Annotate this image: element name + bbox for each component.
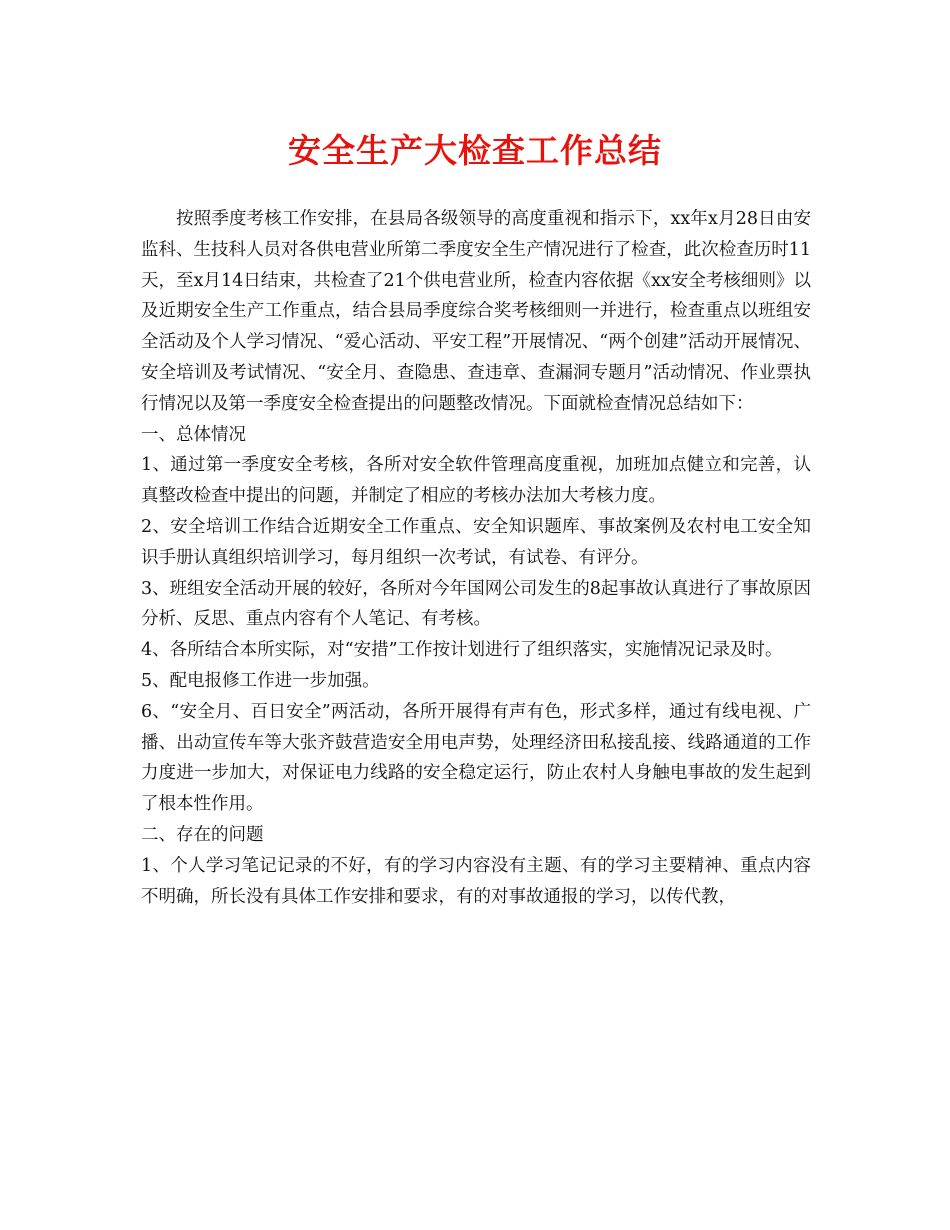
section-heading-problems: 二、存在的问题 bbox=[141, 824, 264, 845]
overall-item-1: 1、通过第一季度安全考核，各所对安全软件管理高度重视，加班加点健立和完善，认真整改检查中提出的问题，并制定了相应的考核办法加大考核力度。 bbox=[141, 455, 811, 507]
document-body bbox=[141, 204, 811, 912]
intro-paragraph: 按照季度考核工作安排，在县局各级领导的高度重视和指示下，xx年x月28日由安监科、生技科人员对各供电营业所第二季度安全生产情况进行了检查，此次检查历时11天，至x月14日结束，共检查了21个供电营业所，检查内容依据《xx安全考核细则》以及近期安全生产工作重点，结合县局季度综合奖考核细则一并进行，检查重点以班组安全活动及个人学习情况、“爱心活动、平安工程”开展情况、“两个创建”活动开展情况、安全培训及考试情况、“安全月、查隐患、查违章、查漏洞专题月”活动情况、作业票执行情况以及第一季度安全检查提出的问题整改情况。下面就检查情况总结如下： bbox=[141, 209, 811, 414]
section-heading-overall: 一、总体情况 bbox=[141, 424, 246, 445]
overall-item-5: 5、配电报修工作进一步加强。 bbox=[141, 670, 380, 691]
overall-item-6: 6、“安全月、百日安全”两活动，各所开展得有声有色，形式多样，通过有线电视、广播、出动宣传车等大张齐鼓营造安全用电声势，处理经济田私接乱接、线路通道的工作力度进一步加大，对保证电力线路的安全稳定运行，防止农村人身触电事故的发生起到了根本性作用。 bbox=[141, 701, 811, 815]
overall-item-2: 2、安全培训工作结合近期安全工作重点、安全知识题库、事故案例及农村电工安全知识手册认真组织培训学习，每月组织一次考试，有试卷、有评分。 bbox=[141, 516, 811, 568]
problem-item-1: 1、个人学习笔记记录的不好，有的学习内容没有主题、有的学习主要精神、重点内容不明确，所长没有具体工作安排和要求，有的对事故通报的学习，以传代教， bbox=[141, 855, 811, 907]
document-title: 安全生产大检查工作总结 bbox=[288, 131, 662, 170]
overall-item-3: 3、班组安全活动开展的较好，各所对今年国网公司发生的8起事故认真进行了事故原因分析、反思、重点内容有个人笔记、有考核。 bbox=[141, 578, 811, 630]
overall-item-4: 4、各所结合本所实际，对“安措”工作按计划进行了组织落实，实施情况记录及时。 bbox=[141, 640, 783, 661]
